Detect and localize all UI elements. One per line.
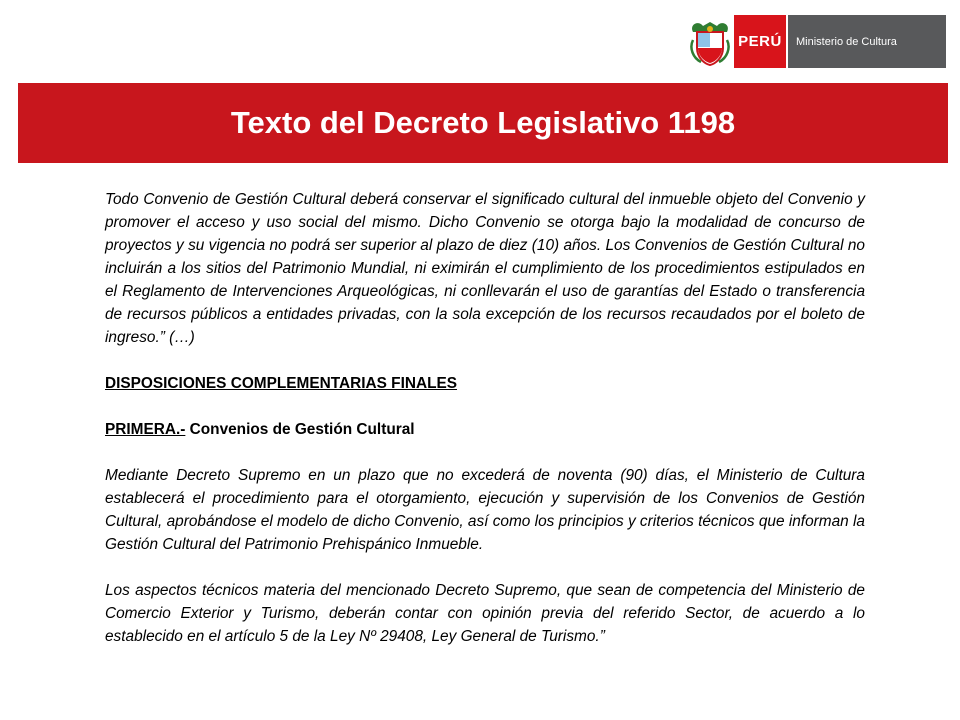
section-heading: DISPOSICIONES COMPLEMENTARIAS FINALES — [105, 375, 458, 392]
ministry-label: Ministerio de Cultura — [788, 15, 946, 68]
first-provision-heading — [105, 418, 865, 441]
country-badge: PERÚ — [734, 15, 788, 68]
coat-of-arms-icon — [686, 15, 734, 68]
title-banner — [18, 83, 948, 163]
paragraph-first-provision: Mediante Decreto Supremo en un plazo que no excederá de noventa (90) días, el Ministerio de Cultura establecerá el procedimiento para el otorgamiento, ejecución y supervisión de los Convenios de Gestión Cultural, aprobándose el modelo de dicho Convenio, así como los principios y criterios técnicos que informan la Gestión Cultural del Patrimonio Prehispánico Inmueble. — [105, 467, 865, 553]
first-provision-label: PRIMERA.- — [105, 421, 186, 438]
paragraph-technical-aspects: Los aspectos técnicos materia del mencionado Decreto Supremo, que sean de competencia del Ministerio de Comercio Exterior y Turismo, deberán contar con opinión previa del referido Sector, de acuerdo a lo establecido en el artículo 5 de la Ley Nº 29408, Ley General de Turismo.” — [105, 582, 865, 645]
page-title: Texto del Decreto Legislativo 1198 — [230, 105, 736, 140]
paragraph-article-text: Todo Convenio de Gestión Cultural deberá conservar el significado cultural del inmueble objeto del Convenio y promover el acceso y uso social del mismo. Dicho Convenio se otorga bajo la modalidad de concurso de proyectos y su vigencia no podrá ser superior al plazo de diez (10) años. Los Convenios de Gestión Cultural no incluirán a los sitios del Patrimonio Mundial, ni eximirán el cumplimiento de los procedimientos estipulados en el Reglamento de Intervenciones Arqueológicas, ni conllevarán el uso de garantías del Estado o transferencia de recursos públicos a entidades privadas, con la sola excepción de los recursos recaudados por el boleto de ingreso.” (…) — [105, 191, 865, 346]
ministry-logo — [686, 15, 946, 68]
decree-text — [105, 188, 865, 648]
first-provision-title: Convenios de Gestión Cultural — [185, 421, 415, 438]
